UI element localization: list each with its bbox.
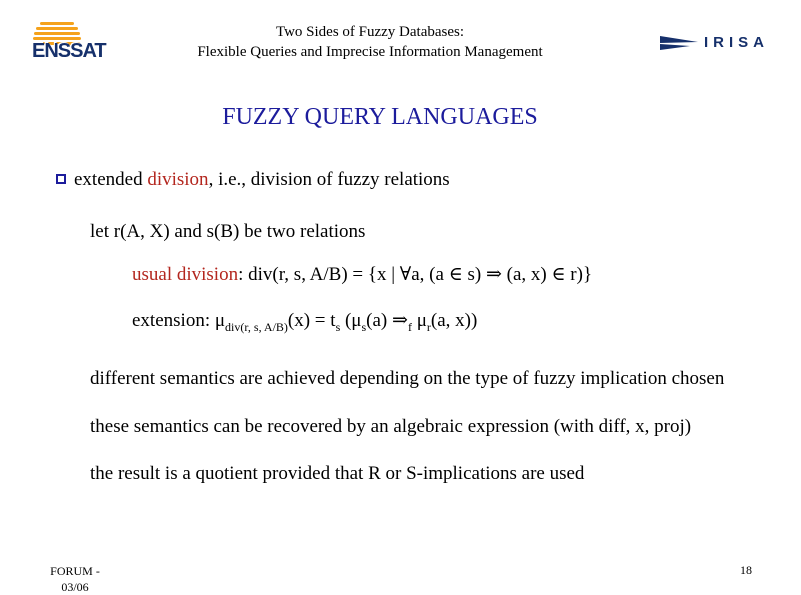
usual-division-label: usual division <box>132 264 239 285</box>
extension-sub5: r <box>426 320 431 334</box>
usual-division-line <box>132 263 592 286</box>
extension-part4: (a) ⇒ <box>366 310 408 331</box>
slide-title: FUZZY QUERY LANGUAGES <box>222 104 538 130</box>
extension-line <box>132 309 477 335</box>
footer-forum-line2: 03/06 <box>61 580 89 594</box>
checkbox-bullet-icon <box>56 174 66 184</box>
bullet-prefix: extended <box>74 169 148 190</box>
enssat-logo <box>30 18 110 64</box>
usual-division-formula: : div(r, s, A/B) = {x | ∀a, (a ∈ s) ⇒ (a, x) ∈ r)} <box>238 264 593 285</box>
quotient-line: the result is a quotient provided that R or S-implications are used <box>90 463 585 484</box>
irisa-flag-icon <box>660 34 700 54</box>
header-title-line2: Flexible Queries and Imprecise Information Management <box>197 44 543 60</box>
bullet-item <box>56 169 450 191</box>
extension-part5: μ <box>411 310 427 331</box>
bullet-suffix: , i.e., division of fuzzy relations <box>208 169 450 190</box>
extension-part2: (x) = t <box>287 310 336 331</box>
extension-part6: (a, x)) <box>430 310 478 331</box>
bullet-highlight: division <box>147 169 209 190</box>
irisa-logo <box>660 34 772 56</box>
footer-forum <box>40 563 110 595</box>
extension-sub1: div(r, s, A/B) <box>225 320 288 334</box>
extension-sub3: s <box>361 320 367 334</box>
extension-part1: extension: μ <box>132 310 226 331</box>
semantics-line: different semantics are achieved depending on the type of fuzzy implication chosen <box>90 368 725 389</box>
footer-forum-line1: FORUM - <box>50 564 100 578</box>
extension-sub2: s <box>335 320 341 334</box>
relations-line: let r(A, X) and s(B) be two relations <box>90 221 366 242</box>
presentation-header <box>150 22 590 62</box>
algebraic-line: these semantics can be recovered by an algebraic expression (with diff, x, proj) <box>90 416 692 437</box>
header-title-line1: Two Sides of Fuzzy Databases: <box>275 24 465 40</box>
enssat-logo-text: ENSSAT <box>32 40 106 62</box>
page-number: 18 <box>740 563 752 577</box>
extension-sub4: f <box>407 320 412 334</box>
irisa-logo-text: IRISA <box>704 34 770 51</box>
extension-part3: (μ <box>340 310 362 331</box>
